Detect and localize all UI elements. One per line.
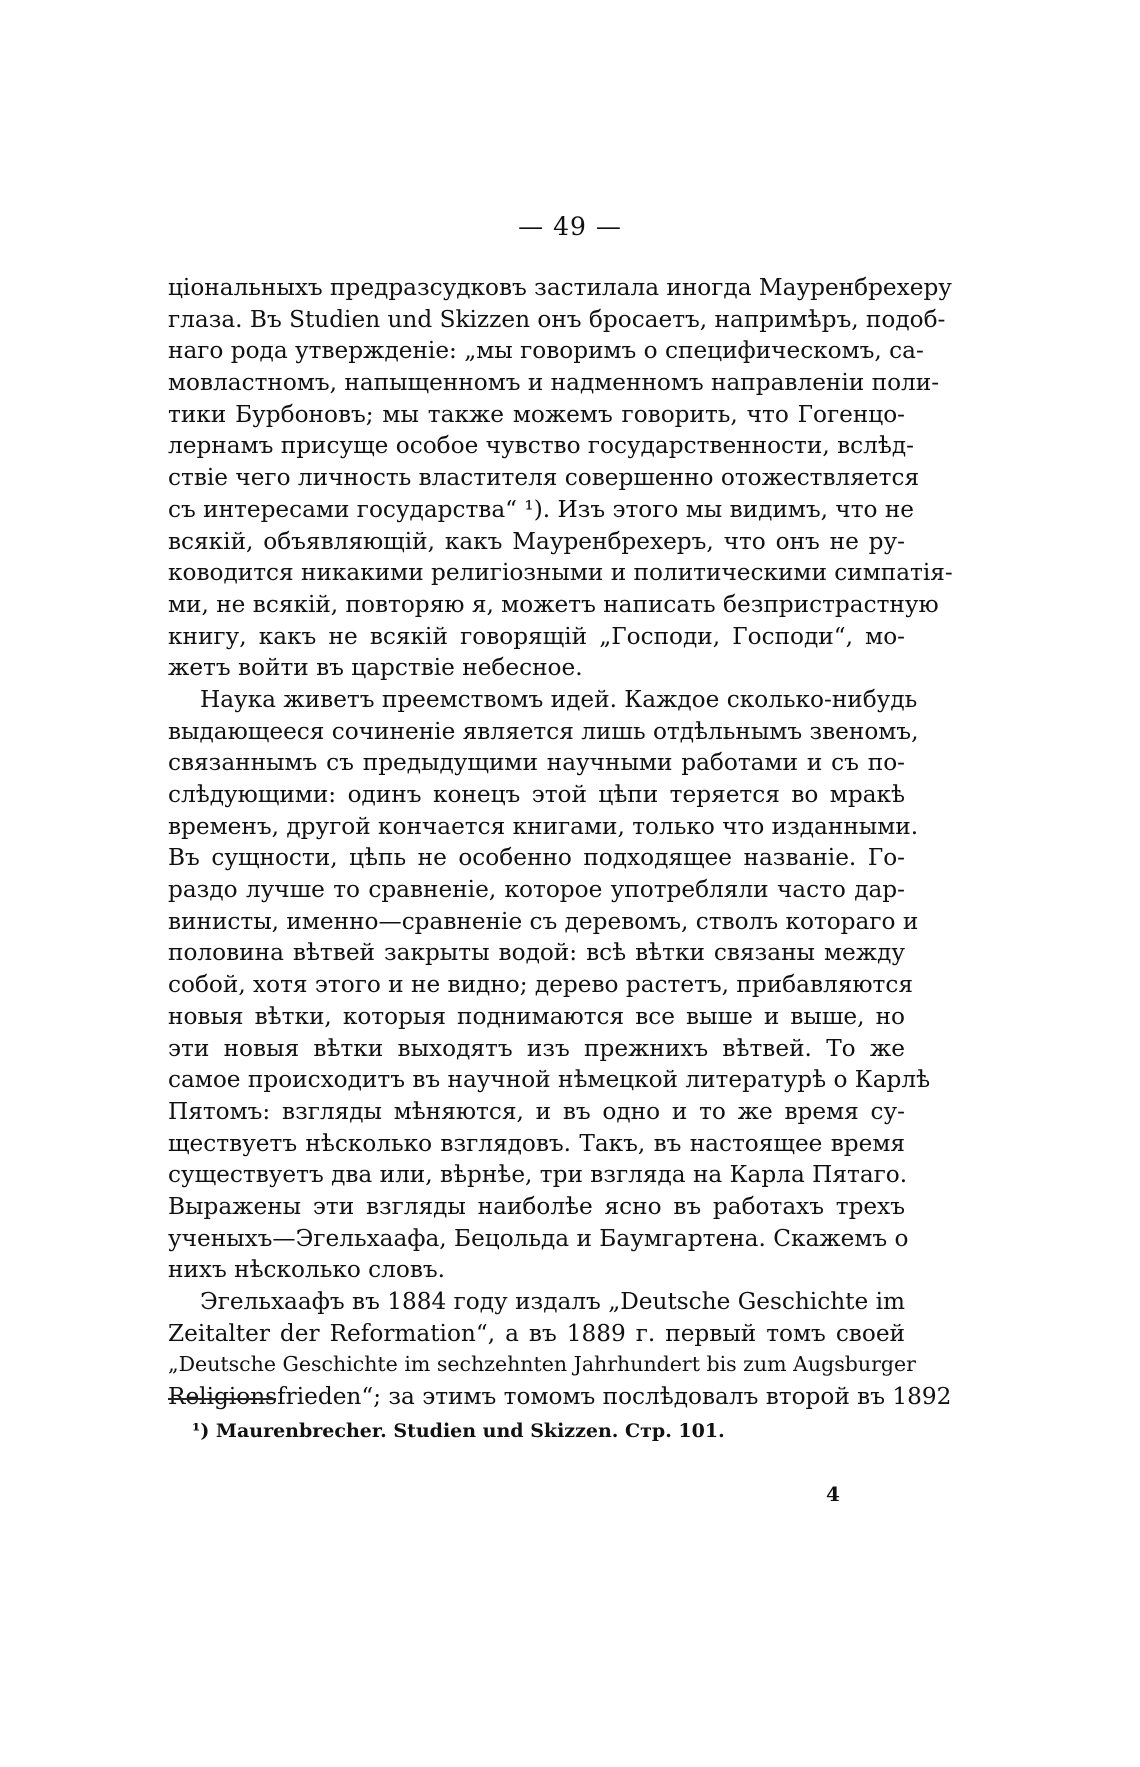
text-line: выдающееся сочиненіе является лишь отдѣльнымъ звеномъ, xyxy=(168,717,919,745)
text-line: Religionsfrieden“; за этимъ томомъ послѣдовалъ второй въ 1892 xyxy=(168,1383,952,1411)
text-line: Выражены эти взгляды наиболѣе ясно въ работахъ трехъ xyxy=(168,1192,905,1220)
text-line: раздо лучше то сравненіе, которое употребляли часто дар- xyxy=(168,876,905,904)
text-line: мовластномъ, напыщенномъ и надменномъ направленіи поли- xyxy=(168,369,940,397)
text-line: наго рода утвержденіе: „мы говоримъ о специфическомъ, са- xyxy=(168,337,924,365)
text-line: ствіе чего личность властителя совершенно отожествляется xyxy=(168,464,920,492)
text-line: ученыхъ—Эгельхаафа, Бецольда и Баумгартена. Скажемъ о xyxy=(168,1224,909,1252)
footnote: ¹) Maurenbrecher. Studien und Skizzen. Стр. 101. xyxy=(192,1420,725,1442)
text-line: ководится никакими религіозными и политическими симпатія- xyxy=(168,559,953,587)
text-line: Пятомъ: взгляды мѣняются, и въ одно и то же время су- xyxy=(168,1097,905,1125)
text-line: съ интересами государства“ ¹). Изъ этого мы видимъ, что не xyxy=(168,495,915,523)
text-line: Наука живетъ преемствомъ идей. Каждое сколько-нибудь xyxy=(200,685,918,713)
text-line: связаннымъ съ предыдущими научными работами и съ по- xyxy=(168,749,905,777)
footnote-divider xyxy=(168,1398,276,1400)
text-line: слѣдующими: одинъ конецъ этой цѣпи теряется во мракѣ xyxy=(168,781,905,808)
page-number: — 49 — xyxy=(518,212,622,241)
text-line: нихъ нѣсколько словъ. xyxy=(168,1256,446,1284)
text-line: новыя вѣтки, которыя поднимаются все выше и выше, но xyxy=(168,1002,905,1030)
text-line: винисты, именно—сравненіе съ деревомъ, стволъ котораго и xyxy=(168,907,919,935)
text-line: временъ, другой кончается книгами, только что изданными. xyxy=(168,812,919,840)
text-line: собой, хотя этого и не видно; дерево растетъ, прибавляются xyxy=(168,971,913,999)
text-line: жетъ войти въ царствіе небесное. xyxy=(168,654,583,682)
text-line: Эгельхаафъ въ 1884 году издалъ „Deutsche Geschichte im xyxy=(200,1288,905,1315)
text-line: Въ сущности, цѣпь не особенно подходящее названіе. Го- xyxy=(168,844,905,872)
text-line: ми, не всякій, повторяю я, можетъ написать безпристрастную xyxy=(168,590,939,618)
text-line: эти новыя вѣтки выходятъ изъ прежнихъ вѣтвей. То же xyxy=(168,1034,905,1062)
signature-mark: 4 xyxy=(826,1482,840,1506)
text-line: книгу, какъ не всякій говорящій „Господи, Господи“, мо- xyxy=(168,622,905,650)
text-line: ществуетъ нѣсколько взглядовъ. Такъ, въ настоящее время xyxy=(168,1129,905,1157)
body-text xyxy=(168,272,953,1413)
text-line: Zeitalter der Reformation“, а въ 1889 г. первый томъ своей xyxy=(168,1319,905,1347)
text-line: тики Бурбоновъ; мы также можемъ говорить, что Гогенцо- xyxy=(168,400,905,428)
text-line: самое происходитъ въ научной нѣмецкой литературѣ о Карлѣ xyxy=(168,1066,931,1094)
text-line: глаза. Въ Studien und Skizzen онъ бросаетъ, напримѣръ, подоб- xyxy=(168,305,946,333)
text-line: лернамъ присуще особое чувство государственности, вслѣд- xyxy=(168,432,914,460)
text-line: ціональныхъ предразсудковъ застилала иногда Мауренбрехеру xyxy=(168,274,952,301)
text-line: половина вѣтвей закрыты водой: всѣ вѣтки связаны между xyxy=(168,939,905,967)
text-line: существуетъ два или, вѣрнѣе, три взгляда на Карла Пятаго. xyxy=(168,1161,908,1189)
text-line: „Deutsche Geschichte im sechzehnten Jahrhundert bis zum Augsburger xyxy=(168,1352,916,1377)
text-line: всякій, объявляющій, какъ Мауренбрехеръ, что онъ не ру- xyxy=(168,527,905,555)
